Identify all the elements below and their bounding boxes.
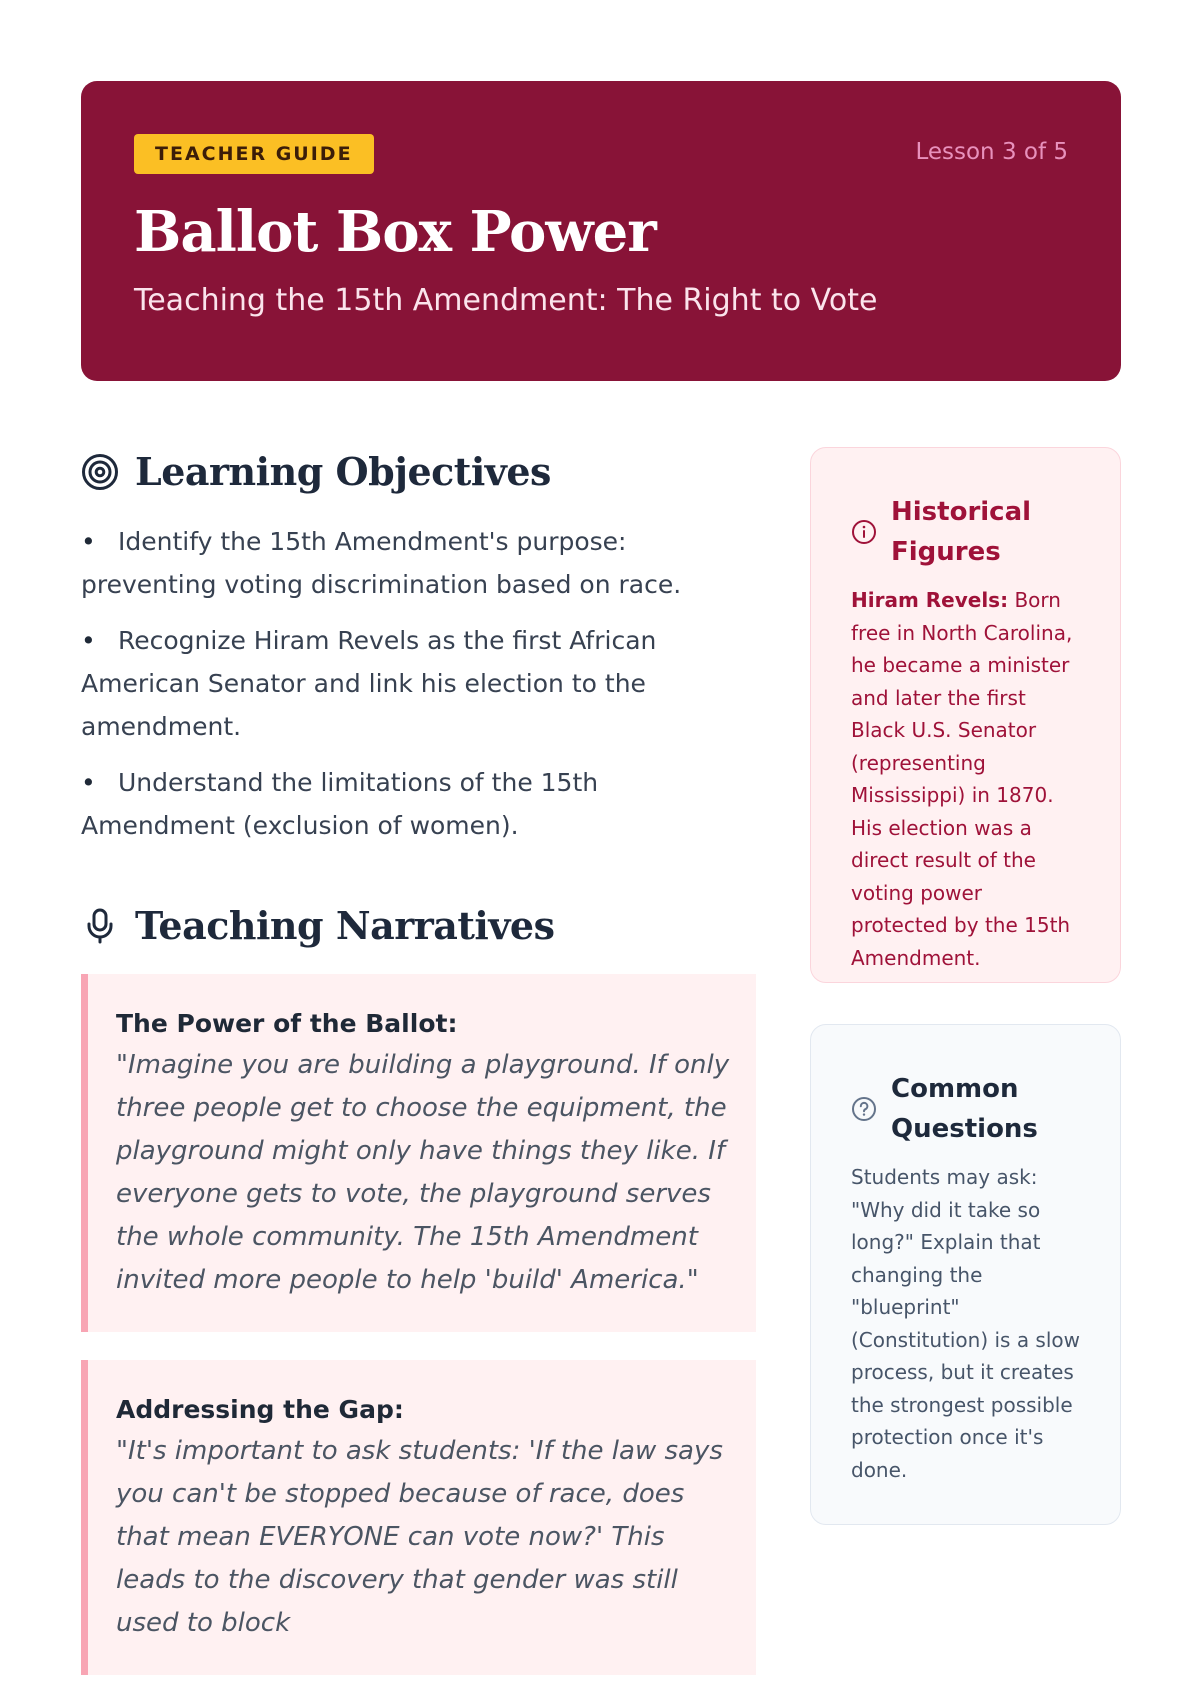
common-questions-heading-row (851, 1069, 1080, 1149)
microphone-icon (81, 907, 119, 945)
narrative-quote: "It's important to ask students: 'If the law says you can't be stopped because of race, does that mean EVERYONE can vote now?' This leads to the discovery that gender was still used to block (116, 1436, 723, 1638)
historical-figures-heading-row (851, 492, 1080, 572)
common-questions-heading: Common Questions (891, 1074, 1038, 1144)
objective-item: • Recognize Hiram Revels as the first African American Senator and link his election to the amendment. (81, 619, 756, 748)
teacher-guide-badge: TEACHER GUIDE (134, 134, 374, 174)
common-questions-card (810, 1024, 1121, 1525)
narrative-title: Addressing the Gap: (116, 1395, 404, 1424)
common-questions-text: Students may ask: "Why did it take so long?" Explain that changing the "blueprint" (Constitution) is a slow process, but it creates the strongest possible protection once it's done. (851, 1165, 1081, 1482)
figure-name: Hiram Revels: (851, 588, 1009, 612)
objectives-list (81, 520, 756, 847)
lesson-header (81, 81, 1121, 381)
historical-figures-card (810, 447, 1121, 983)
objective-item: • Identify the 15th Amendment's purpose: preventing voting discrimination based on race. (81, 520, 756, 606)
target-icon (81, 453, 119, 491)
figure-description: Born free in North Carolina, he became a minister and later the first Black U.S. Senator (representing Mississippi) in 1870. His election was a direct result of the voting power protected by the 15th Amendment. (851, 588, 1073, 970)
main-column (81, 449, 756, 1703)
narratives-heading: Teaching Narratives (135, 903, 555, 948)
narratives-heading-row (81, 903, 756, 948)
objective-item: • Understand the limitations of the 15th Amendment (exclusion of women). (81, 761, 756, 847)
narrative-quote: "Imagine you are building a playground. If only three people get to choose the equipment, the playground might only have things they like. If everyone gets to vote, the playground serves the whole community. The 15th Amendment invited more people to help 'build' America." (116, 1050, 730, 1295)
lesson-counter: Lesson 3 of 5 (915, 139, 1068, 165)
narrative-card (81, 974, 756, 1332)
narrative-title: The Power of the Ballot: (116, 1009, 458, 1038)
page (81, 81, 1121, 1638)
historical-figures-text (851, 584, 1080, 974)
question-circle-icon (851, 1096, 877, 1122)
narrative-card (81, 1360, 756, 1675)
objectives-heading-row (81, 449, 756, 494)
info-icon (851, 519, 877, 545)
historical-figures-heading: Historical Figures (891, 497, 1032, 567)
objectives-heading: Learning Objectives (135, 449, 551, 494)
page-title: Ballot Box Power (134, 199, 656, 265)
page-subtitle: Teaching the 15th Amendment: The Right to Vote (134, 283, 878, 318)
